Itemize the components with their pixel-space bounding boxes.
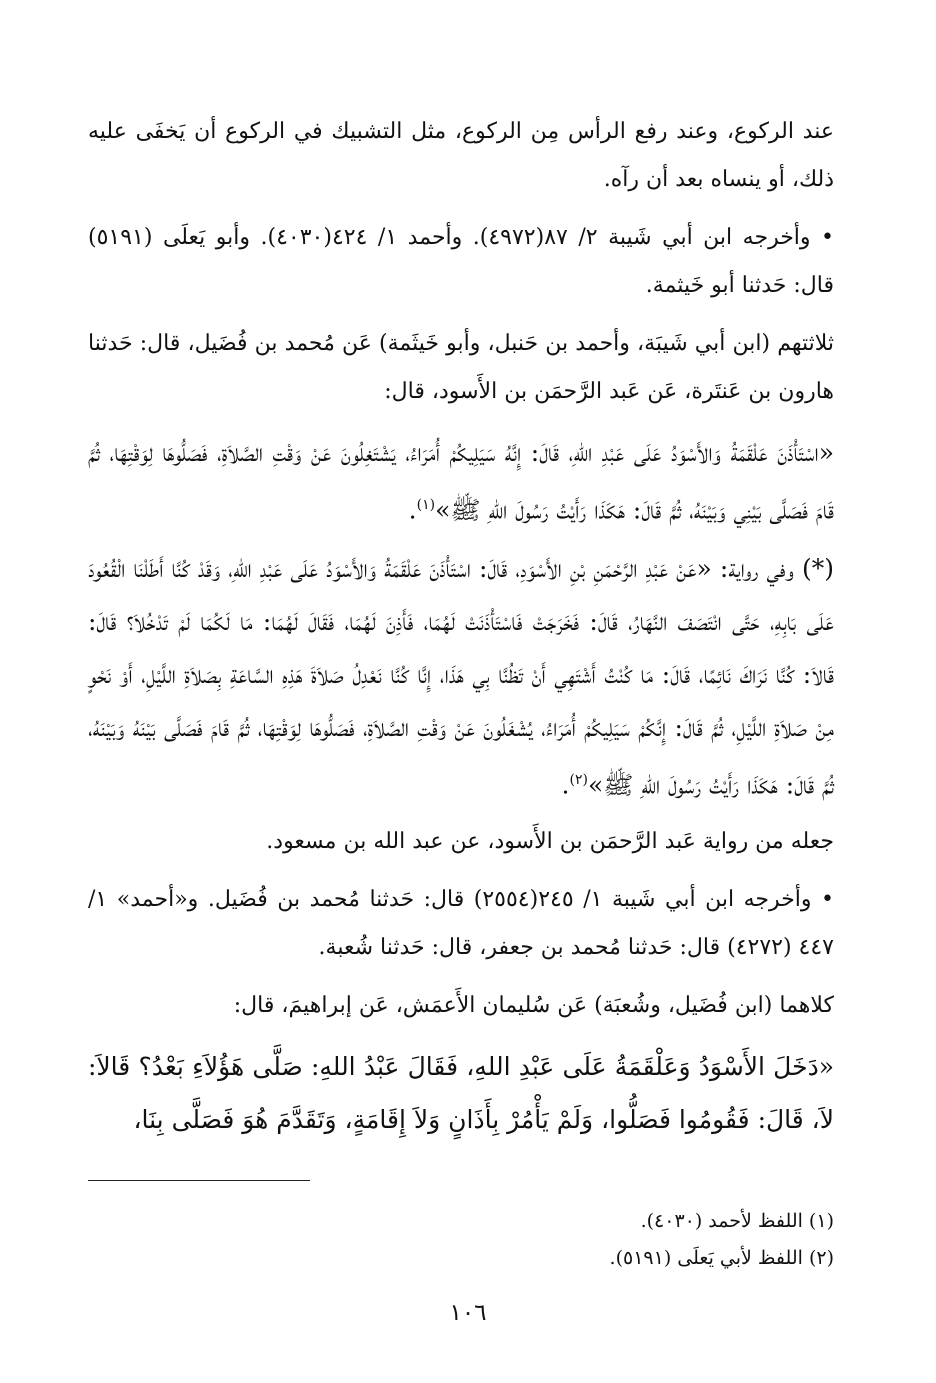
footnote-ref-1: (١) xyxy=(416,497,436,513)
quote-tail: . xyxy=(408,495,417,525)
paragraph-7: • وأخرجه ابن أبي شَيبة ١/ ٢٤٥(٢٥٥٤) قال: حَدثنا مُحمد بن فُضَيل. و«أحمد» ١/ ٤٤٧ (٤٢٧٢) قال: حَدثنا مُحمد بن جعفر، قال: حَدثنا شُعبة. xyxy=(88,886,835,960)
hadith-quote-3: «دَخَلَ الأَسْوَدُ وَعَلْقَمَةُ عَلَى عَبْدِ اللهِ، فَقَالَ عَبْدُ اللهِ: صَلَّى هَؤُلاَءِ بَعْدُ؟ قَالاَ: لاَ، قَالَ: فَقُومُوا فَصَلُّوا، وَلَمْ يَأْمُرْ بِأَذَانٍ وَلاَ إِقَامَةٍ، وَتَقَدَّمَ هُوَ فَصَلَّى بِنَا، xyxy=(88,1051,834,1134)
paragraph-8: كلاهما (ابن فُضَيل، وشُعبَة) عَن سُليمان الأَعمَش، عَن إبراهيمَ، قال: xyxy=(233,992,834,1018)
page-number: ١٠٦ xyxy=(449,1300,487,1326)
hadith-quote-2 xyxy=(88,542,834,811)
paragraph-1: عند الركوع، وعند رفع الرأس مِن الركوع، مثل التشبيك في الركوع أن يَخفَى عليه ذلك، أو ينساه بعد أن رآه. xyxy=(88,119,834,192)
quote-tail: . xyxy=(561,770,570,800)
quote-text: «اسْتَأْذَنَ عَلْقَمَةُ وَالأَسْوَدُ عَلَى عَبْدِ اللهِ، قَالَ: إِنَّهُ سَيَلِيكُمْ أُمَرَاءُ، يَشْتَغِلُونَ عَنْ وَقْتِ الصَّلاَةِ، فَصَلُّوهَا لِوَقْتِهَا، ثُمَّ قَامَ فَصَلَّى بَيْنِي وَبَيْنَهُ، ثُمَّ قَالَ: هَكَذَا رَأَيْتُ رَسُولَ اللهِ ﷺ» xyxy=(88,438,834,525)
footnote-ref-2: (٢) xyxy=(569,772,588,789)
footnote-divider xyxy=(88,1180,310,1181)
quote-text: (*) وفي رواية: «عَنْ عَبْدِ الرَّحْمَنِ بْنِ الأَسْوَدِ، قَالَ: اسْتَأْذَنَ عَلْقَمَةُ وَالأَسْوَدُ عَلَى عَبْدِ اللهِ، وَقَدْ كُنَّا أَطَلْنَا الْقُعُودَ عَلَى بَابِهِ، حَتَّى انْتَصَفَ النَّهَارُ، قَالَ: فَخَرَجَتْ فَاسْتَأْذَنَتْ لَهُمَا، فَأَذِنَ لَهُمَا، فَقَالَ لَهُمَا: مَا لَكُمَا لَمْ تَدْخُلاَ؟ قَالَ: قَالاَ: كُنَّا نَرَاكَ نَائِمًا، قَالَ: مَا كُنْتُ أَشْتَهِي أَنْ تَظُنَّا بِي هَذَا، إِنَّا كُنَّا نَعْدِلُ صَلاَةَ هَذِهِ السَّاعَةِ بِصَلاَةِ اللَّيْلِ، أَوْ نَحْوٍ مِنْ صَلاَةِ اللَّيْلِ، ثُمَّ قَالَ: إِنَّكُمْ سَيَلِيكُمْ أُمَرَاءُ، يُشْغَلُونَ عَنْ وَقْتِ الصَّلاَةِ، فَصَلُّوهَا لِوَقْتِهَا، ثُمَّ قَامَ فَصَلَّى بَيْنَهُ وَبَيْنَهُ، ثُمَّ قَالَ: هَكَذَا رَأَيْتُ رَسُولَ اللهِ ﷺ» xyxy=(88,554,834,800)
footnote-1: (١) اللفظ لأحمد (٤٠٣٠). xyxy=(640,1210,834,1232)
paragraph-2: • وأخرجه ابن أبي شَيبة ٢/ ٨٧(٤٩٧٢). وأحمد ١/ ٤٢٤(٤٠٣٠). وأبو يَعلَى (٥١٩١) قال: حَدثنا أبو خَيثمة. xyxy=(88,225,835,298)
footnote-2: (٢) اللفظ لأبي يَعلَى (٥١٩١). xyxy=(609,1247,834,1269)
paragraph-6: جعله من رواية عَبد الرَّحمَن بن الأَسود، عن عبد الله بن مسعود. xyxy=(266,828,834,854)
main-text xyxy=(88,108,834,1152)
hadith-quote-1 xyxy=(88,426,834,536)
paragraph-3: ثلاثتهم (ابن أبي شَيبَة، وأحمد بن حَنبل، وأبو خَيثَمة) عَن مُحمد بن فُضَيل، قال: حَدثنا هارون بن عَنتَرة، عَن عَبد الرَّحمَن بن الأَسود، قال: xyxy=(88,331,834,404)
